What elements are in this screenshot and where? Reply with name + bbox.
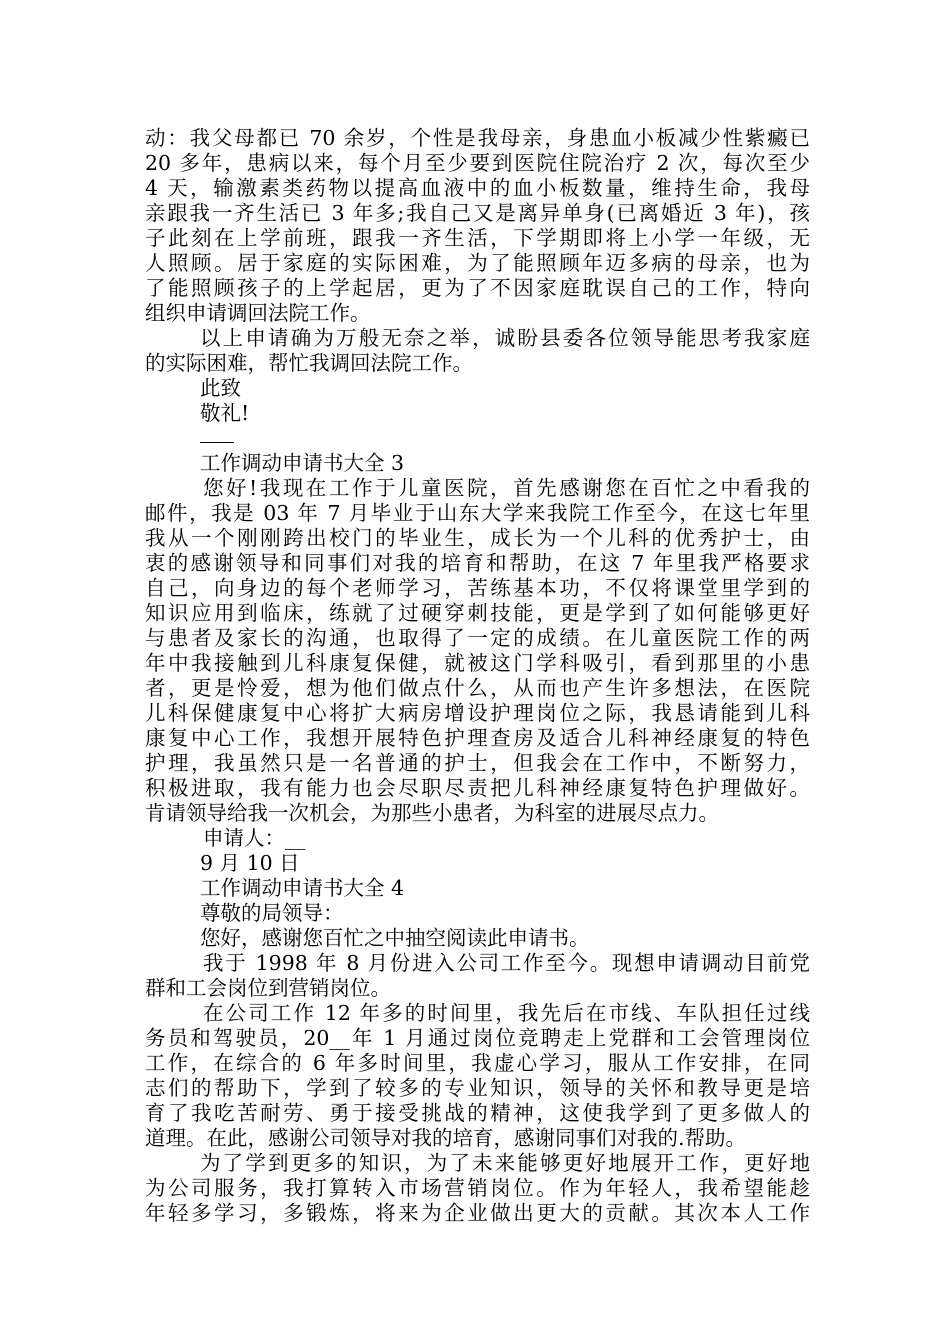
- paragraph-line: 积极进取，我有能力也会尽职尽责把儿科神经康复特色护理做好。: [145, 776, 810, 800]
- paragraph-line: 工作，在综合的 6 年多时间里，我虚心学习，服从工作安排，在同: [145, 1051, 810, 1075]
- paragraph-line: 志们的帮助下，学到了较多的专业知识，领导的关怀和教导更是培: [145, 1076, 810, 1100]
- paragraph-line: 护理，我虽然只是一名普通的护士，但我会在工作中，不断努力，: [145, 751, 810, 775]
- paragraph-line: 者，更是怜爱，想为他们做点什么，从而也产生许多想法，在医院: [145, 676, 810, 700]
- paragraph-line: 育了我吃苦耐劳、勇于接受挑战的精神，这使我学到了更多做人的: [145, 1101, 810, 1125]
- paragraph-line: 20 多年，患病以来，每个月至少要到医院住院治疗 2 次，每次至少: [145, 151, 810, 175]
- paragraph-line: 康复中心工作，我想开展特色护理查房及适合儿科神经康复的特色: [145, 726, 810, 750]
- paragraph-line: 您好!我现在工作于儿童医院，首先感谢您在百忙之中看我的: [203, 476, 810, 500]
- paragraph-line: 群和工会岗位到营销岗位。: [145, 976, 391, 1000]
- paragraph-line: 4 天，输激素类药物以提高血液中的血小板数量，维持生命，我母: [145, 176, 810, 200]
- paragraph-line: 亲跟我一齐生活已 3 年多;我自己又是离异单身(已离婚近 3 年)，孩: [145, 201, 810, 225]
- applicant-line: 申请人：__: [203, 826, 306, 850]
- paragraph-line: 组织申请调回法院工作。: [145, 301, 371, 325]
- paragraph-line: 邮件，我是 03 年 7 月毕业于山东大学来我院工作至今，在这七年里: [145, 501, 810, 525]
- paragraph-line: 年中我接触到儿科康复保健，就被这门学科吸引，看到那里的小患: [145, 651, 810, 675]
- paragraph-line: 知识应用到临床，练就了过硬穿刺技能，更是学到了如何能够更好: [145, 601, 810, 625]
- paragraph-line: 为了学到更多的知识，为了未来能够更好地展开工作，更好地: [200, 1151, 810, 1175]
- paragraph-line: 与患者及家长的沟通，也取得了一定的成绩。在儿童医院工作的两: [145, 626, 810, 650]
- closing-line: 敬礼!: [200, 401, 250, 425]
- paragraph-line: 我于 1998 年 8 月份进入公司工作至今。现想申请调动目前党: [203, 951, 810, 975]
- paragraph-line: 以上申请确为万般无奈之举，诚盼县委各位领导能思考我家庭: [200, 326, 810, 350]
- salutation-line: 尊敬的局领导：: [200, 901, 344, 925]
- paragraph-line: 务员和驾驶员，20__年 1 月通过岗位竞聘走上党群和工会管理岗位: [145, 1026, 810, 1050]
- paragraph-line: 在公司工作 12 年多的时间里，我先后在市线、车队担任过线: [203, 1001, 810, 1025]
- paragraph-line: 儿科保健康复中心将扩大病房增设护理岗位之际，我恳请能到儿科: [145, 701, 810, 725]
- paragraph-line: 子此刻在上学前班，跟我一齐生活，下学期即将上小学一年级，无: [145, 226, 810, 250]
- paragraph-line: 道理。在此，感谢公司领导对我的培育，感谢同事们对我的.帮助。: [145, 1126, 747, 1150]
- paragraph-line: 了能照顾孩子的上学起居，更为了不因家庭耽误自己的工作，特向: [145, 276, 810, 300]
- greeting-line: 您好，感谢您百忙之中抽空阅读此申请书。: [200, 926, 590, 950]
- paragraph-line: 衷的感谢领导和同事们对我的培育和帮助，在这 7 年里我严格要求: [145, 551, 810, 575]
- date-line: 9 月 10 日: [200, 851, 300, 875]
- signature-rule: [200, 442, 234, 443]
- section-heading: 工作调动申请书大全 4: [200, 876, 405, 900]
- paragraph-line: 肯请领导给我一次机会，为那些小患者，为科室的进展尽点力。: [145, 801, 719, 825]
- paragraph-line: 动：我父母都已 70 余岁，个性是我母亲，身患血小板减少性紫癜已: [145, 126, 810, 150]
- paragraph-line: 自己，向身边的每个老师学习，苦练基本功，不仅将课堂里学到的: [145, 576, 810, 600]
- closing-line: 此致: [200, 376, 241, 400]
- paragraph-line: 为公司服务，我打算转入市场营销岗位。作为年轻人，我希望能趁: [145, 1176, 810, 1200]
- paragraph-line: 年轻多学习，多锻炼，将来为企业做出更大的贡献。其次本人工作: [145, 1201, 810, 1225]
- section-heading: 工作调动申请书大全 3: [200, 451, 405, 475]
- paragraph-line: 我从一个刚刚跨出校门的毕业生，成长为一个儿科的优秀护士，由: [145, 526, 810, 550]
- paragraph-line: 的实际困难，帮忙我调回法院工作。: [145, 351, 473, 375]
- paragraph-line: 人照顾。居于家庭的实际困难，为了能照顾年迈多病的母亲，也为: [145, 251, 810, 275]
